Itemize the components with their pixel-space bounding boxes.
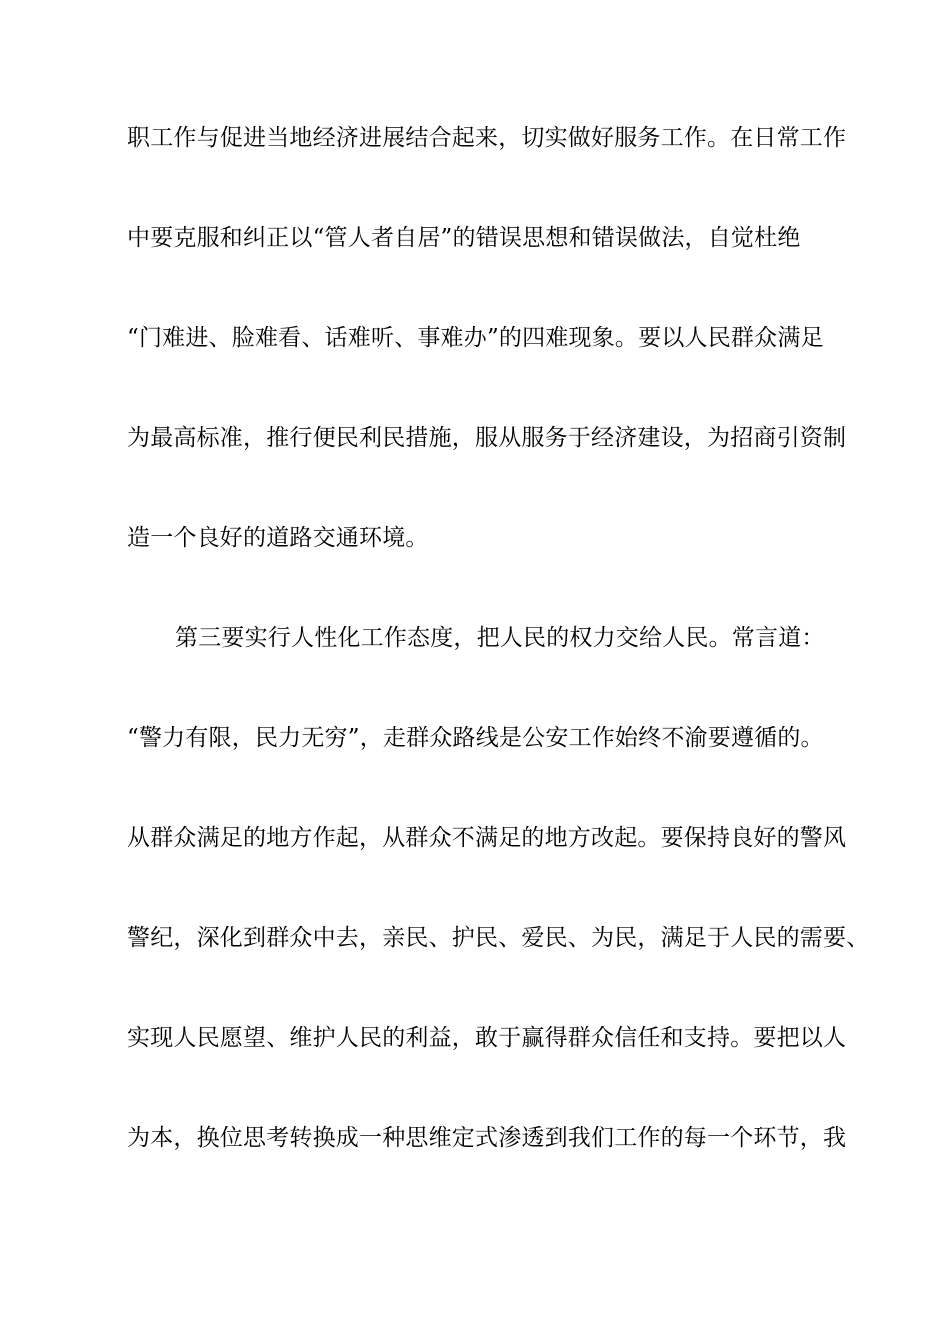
text-line-9: 警纪，深化到群众中去，亲民、护民、爱民、为民，满足于人民的需要、: [127, 925, 870, 951]
text-line-2: 中要克服和纠正以“管人者自居”的错误思想和错误做法，自觉杜绝: [127, 225, 801, 251]
text-line-4: 为最高标准，推行便民利民措施，服从服务于经济建设，为招商引资制: [127, 425, 847, 451]
text-line-8: 从群众满足的地方作起，从群众不满足的地方改起。要保持良好的警风: [127, 825, 847, 851]
text-line-3: “门难进、脸难看、话难听、事难办”的四难现象。要以人民群众满足: [127, 325, 824, 351]
text-line-5: 造一个良好的道路交通环境。: [127, 525, 429, 551]
paragraph-start-line: 第三要实行人性化工作态度，把人民的权力交给人民。常言道：: [175, 625, 825, 651]
text-line-11: 为本，换位思考转换成一种思维定式渗透到我们工作的每一个环节，我: [127, 1125, 847, 1151]
text-line-10: 实现人民愿望、维护人民的利益，敢于赢得群众信任和支持。要把以人: [127, 1025, 847, 1051]
text-line-7: “警力有限，民力无穷”，走群众路线是公安工作始终不渝要遵循的。: [127, 725, 824, 751]
text-line-1: 职工作与促进当地经济进展结合起来，切实做好服务工作。在日常工作: [127, 125, 847, 151]
